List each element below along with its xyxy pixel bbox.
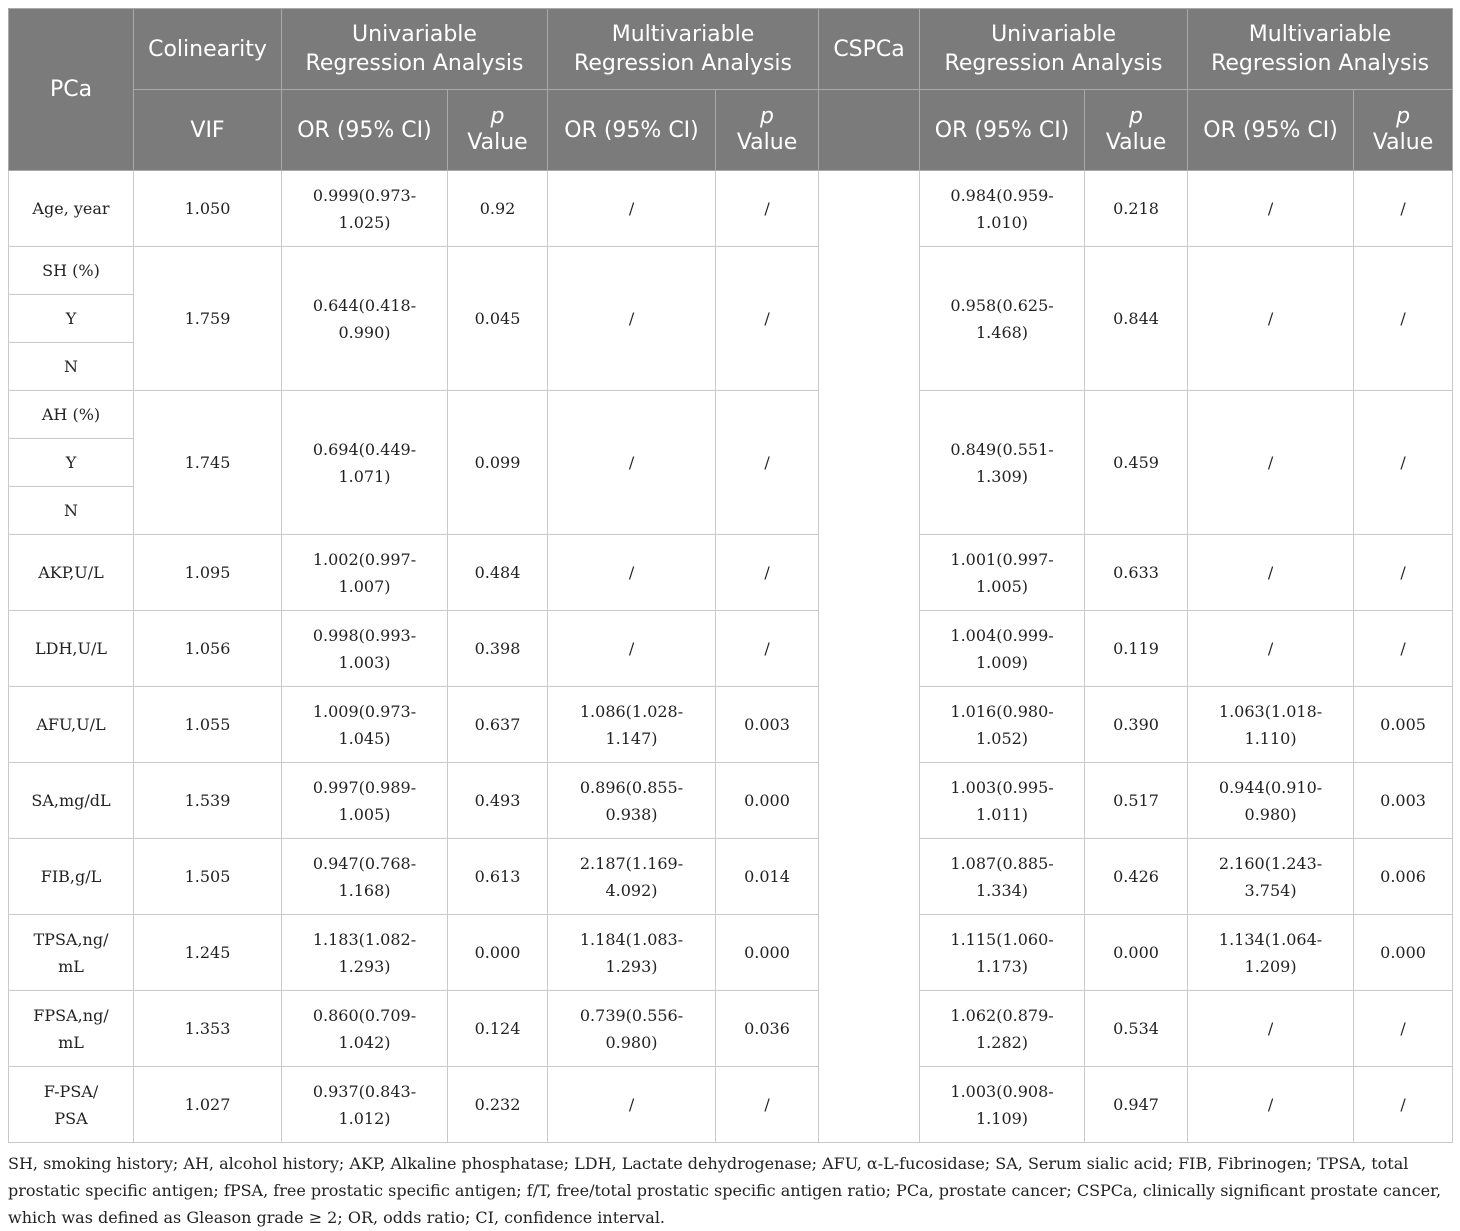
cspca-spacer-cell xyxy=(819,171,920,1143)
cspca-uni-p-cell: 0.947 xyxy=(1085,1067,1188,1143)
table-row xyxy=(9,915,1453,991)
row-label xyxy=(9,991,134,1067)
or-line: 1.010) xyxy=(976,212,1029,232)
multi-or-cell: / xyxy=(548,1067,716,1143)
cspca-uni-or-cell xyxy=(920,247,1085,391)
or-line: 1.062(0.879- xyxy=(950,1005,1054,1025)
cspca-multi-p-cell: 0.005 xyxy=(1354,687,1453,763)
multi-p-cell: / xyxy=(716,611,819,687)
or-line: 0.644(0.418- xyxy=(312,295,417,315)
row-label: Y xyxy=(9,439,134,487)
header-or-multi-pca: OR (95% CI) xyxy=(548,90,716,171)
uni-p-cell: 0.637 xyxy=(448,687,548,763)
or-line: 1.184(1.083- xyxy=(579,929,684,949)
or-line: 4.092) xyxy=(605,880,658,900)
or-line: 1.063(1.018- xyxy=(1218,701,1323,721)
header-pca: PCa xyxy=(9,9,134,171)
cspca-uni-p-cell: 0.517 xyxy=(1085,763,1188,839)
or-line: 0.980) xyxy=(605,1032,658,1052)
or-line: 1.001(0.997- xyxy=(950,549,1054,569)
header-colinearity: Colinearity xyxy=(134,9,282,90)
header-or-uni-cspca: OR (95% CI) xyxy=(920,90,1085,171)
uni-p-cell: 0.000 xyxy=(448,915,548,991)
vif-cell: 1.027 xyxy=(134,1067,282,1143)
uni-or-cell xyxy=(282,171,448,247)
uni-p-cell: 0.493 xyxy=(448,763,548,839)
or-line: 0.944(0.910- xyxy=(1218,777,1323,797)
or-line: 1.293) xyxy=(605,956,658,976)
multi-or-cell xyxy=(548,991,716,1067)
p-italic: p xyxy=(490,104,505,129)
p-value-label: Value xyxy=(1105,130,1167,155)
or-line: 2.160(1.243- xyxy=(1218,853,1323,873)
or-line: 0.947(0.768- xyxy=(312,853,417,873)
cspca-multi-or-cell xyxy=(1188,915,1354,991)
cspca-uni-p-cell: 0.534 xyxy=(1085,991,1188,1067)
p-italic: p xyxy=(760,104,774,129)
label-line: mL xyxy=(58,956,84,976)
or-line: 1.002(0.997- xyxy=(312,549,417,569)
table-row xyxy=(9,763,1453,839)
or-line: 0.997(0.989- xyxy=(312,777,417,797)
or-line: 2.187(1.169- xyxy=(579,853,684,873)
row-label: N xyxy=(9,343,134,391)
cspca-uni-or-cell xyxy=(920,535,1085,611)
table-row xyxy=(9,247,1453,295)
or-line: 1.003(0.995- xyxy=(950,777,1054,797)
row-label: AFU,U/L xyxy=(9,687,134,763)
label-line: TPSA,ng/ xyxy=(33,929,109,949)
or-line: 0.860(0.709- xyxy=(312,1005,417,1025)
or-line: 1.042) xyxy=(338,1032,391,1052)
cspca-uni-p-cell: 0.426 xyxy=(1085,839,1188,915)
row-label: FIB,g/L xyxy=(9,839,134,915)
cspca-multi-or-cell: / xyxy=(1188,1067,1354,1143)
header-uni1-line2: Regression Analysis xyxy=(305,51,524,76)
or-line: 1.134(1.064- xyxy=(1218,929,1323,949)
header-p-uni-pca xyxy=(448,90,548,171)
or-line: 1.087(0.885- xyxy=(950,853,1054,873)
or-line: 1.109) xyxy=(976,1108,1029,1128)
multi-p-cell: / xyxy=(716,171,819,247)
table-body xyxy=(9,171,1453,1143)
cspca-multi-or-cell: / xyxy=(1188,611,1354,687)
or-line: 1.007) xyxy=(338,576,391,596)
or-line: 0.694(0.449- xyxy=(312,439,417,459)
multi-p-cell: 0.036 xyxy=(716,991,819,1067)
cspca-multi-p-cell: 0.000 xyxy=(1354,915,1453,991)
or-line: 0.980) xyxy=(1244,804,1297,824)
uni-p-cell: 0.613 xyxy=(448,839,548,915)
multi-or-cell xyxy=(548,839,716,915)
or-line: 1.293) xyxy=(338,956,391,976)
or-line: 1.173) xyxy=(976,956,1029,976)
uni-or-cell xyxy=(282,535,448,611)
label-line: FPSA,ng/ xyxy=(33,1005,109,1025)
or-line: 3.754) xyxy=(1244,880,1297,900)
row-label xyxy=(9,915,134,991)
cspca-uni-p-cell: 0.119 xyxy=(1085,611,1188,687)
cspca-uni-p-cell: 0.218 xyxy=(1085,171,1188,247)
multi-p-cell: 0.000 xyxy=(716,763,819,839)
or-line: 1.004(0.999- xyxy=(950,625,1054,645)
multi-p-cell: / xyxy=(716,391,819,535)
header-row-1 xyxy=(9,9,1453,90)
table-row xyxy=(9,535,1453,611)
multi-p-cell: 0.014 xyxy=(716,839,819,915)
multi-or-cell xyxy=(548,763,716,839)
p-value-label: Value xyxy=(736,130,798,155)
multi-p-cell: / xyxy=(716,1067,819,1143)
or-line: 0.990) xyxy=(338,322,391,342)
multi-or-cell: / xyxy=(548,171,716,247)
header-cspca: CSPCa xyxy=(819,9,920,90)
cspca-multi-p-cell: / xyxy=(1354,171,1453,247)
header-multivariable-pca xyxy=(548,9,819,90)
header-univariable-pca xyxy=(282,9,548,90)
or-line: 1.025) xyxy=(338,212,391,232)
or-line: 1.468) xyxy=(976,322,1029,342)
table-row xyxy=(9,839,1453,915)
header-univariable-cspca xyxy=(920,9,1188,90)
row-label xyxy=(9,1067,134,1143)
cspca-multi-or-cell: / xyxy=(1188,391,1354,535)
header-uni1-line1: Univariable xyxy=(352,22,477,47)
cspca-multi-or-cell: / xyxy=(1188,171,1354,247)
header-or-uni-pca: OR (95% CI) xyxy=(282,90,448,171)
or-line: 1.209) xyxy=(1244,956,1297,976)
or-line: 1.110) xyxy=(1244,728,1297,748)
header-or-multi-cspca: OR (95% CI) xyxy=(1188,90,1354,171)
or-line: 1.086(1.028- xyxy=(579,701,684,721)
cspca-multi-or-cell xyxy=(1188,763,1354,839)
cspca-multi-or-cell: / xyxy=(1188,535,1354,611)
cspca-multi-p-cell: / xyxy=(1354,611,1453,687)
cspca-multi-or-cell xyxy=(1188,839,1354,915)
header-multi1-line2: Regression Analysis xyxy=(574,51,793,76)
vif-cell: 1.745 xyxy=(134,391,282,535)
row-label: AH (%) xyxy=(9,391,134,439)
cspca-uni-or-cell xyxy=(920,763,1085,839)
or-line: 1.009) xyxy=(976,652,1029,672)
uni-p-cell: 0.045 xyxy=(448,247,548,391)
vif-cell: 1.505 xyxy=(134,839,282,915)
table-row xyxy=(9,391,1453,439)
row-label: SA,mg/dL xyxy=(9,763,134,839)
or-line: 1.071) xyxy=(338,466,391,486)
or-line: 0.937(0.843- xyxy=(312,1081,417,1101)
cspca-uni-or-cell xyxy=(920,1067,1085,1143)
vif-cell: 1.055 xyxy=(134,687,282,763)
or-line: 0.896(0.855- xyxy=(579,777,684,797)
header-multi2-line1: Multivariable xyxy=(1248,22,1392,47)
cspca-uni-p-cell: 0.844 xyxy=(1085,247,1188,391)
cspca-uni-p-cell: 0.633 xyxy=(1085,535,1188,611)
uni-or-cell xyxy=(282,247,448,391)
or-line: 1.115(1.060- xyxy=(950,929,1054,949)
table-row xyxy=(9,611,1453,687)
header-p-uni-cspca xyxy=(1085,90,1188,171)
uni-or-cell xyxy=(282,839,448,915)
uni-or-cell xyxy=(282,763,448,839)
uni-or-cell xyxy=(282,1067,448,1143)
header-multi1-line1: Multivariable xyxy=(611,22,755,47)
header-p-multi-cspca xyxy=(1354,90,1453,171)
vif-cell: 1.759 xyxy=(134,247,282,391)
table-container xyxy=(8,8,1452,1143)
uni-or-cell xyxy=(282,915,448,991)
cspca-multi-p-cell: / xyxy=(1354,391,1453,535)
vif-cell: 1.050 xyxy=(134,171,282,247)
header-vif: VIF xyxy=(134,90,282,171)
cspca-uni-or-cell xyxy=(920,687,1085,763)
cspca-multi-p-cell: / xyxy=(1354,247,1453,391)
table-footnote: SH, smoking history; AH, alcohol history; AKP, Alkaline phosphatase; LDH, Lactate dehydrogenase; AFU, α-L-fucosidase; SA, Serum sialic acid; FIB, Fibrinogen; TPSA, total prostatic specific antigen; fPSA, free prostatic specific antigen; f/T, free/total prostatic specific antigen ratio; PCa, prostate cancer; CSPCa, clinically significant prostate cancer, which was defined as Gleason grade ≥ 2; OR, odds ratio; CI, confidence interval. xyxy=(8,1154,1442,1227)
cspca-uni-or-cell xyxy=(920,991,1085,1067)
label-line: PSA xyxy=(54,1108,88,1128)
cspca-uni-or-cell xyxy=(920,391,1085,535)
table-row xyxy=(9,687,1453,763)
or-line: 1.052) xyxy=(976,728,1029,748)
header-p-multi-pca xyxy=(716,90,819,171)
multi-or-cell: / xyxy=(548,535,716,611)
or-line: 0.849(0.551- xyxy=(950,439,1054,459)
multi-or-cell: / xyxy=(548,247,716,391)
cspca-uni-p-cell: 0.459 xyxy=(1085,391,1188,535)
header-cspca-blank xyxy=(819,90,920,171)
header-row-2 xyxy=(9,90,1453,171)
cspca-multi-or-cell: / xyxy=(1188,991,1354,1067)
multi-p-cell: / xyxy=(716,535,819,611)
cspca-multi-p-cell: / xyxy=(1354,991,1453,1067)
or-line: 1.334) xyxy=(976,880,1029,900)
or-line: 0.984(0.959- xyxy=(950,185,1054,205)
uni-p-cell: 0.398 xyxy=(448,611,548,687)
uni-or-cell xyxy=(282,687,448,763)
header-uni2-line2: Regression Analysis xyxy=(944,51,1163,76)
uni-or-cell xyxy=(282,611,448,687)
or-line: 1.003(0.908- xyxy=(950,1081,1054,1101)
header-multi2-line2: Regression Analysis xyxy=(1211,51,1430,76)
or-line: 1.282) xyxy=(976,1032,1029,1052)
or-line: 1.016(0.980- xyxy=(950,701,1054,721)
vif-cell: 1.353 xyxy=(134,991,282,1067)
row-label: Y xyxy=(9,295,134,343)
cspca-multi-or-cell: / xyxy=(1188,247,1354,391)
row-label: LDH,U/L xyxy=(9,611,134,687)
cspca-multi-p-cell: / xyxy=(1354,535,1453,611)
regression-table xyxy=(8,8,1453,1143)
or-line: 1.147) xyxy=(605,728,658,748)
multi-or-cell: / xyxy=(548,611,716,687)
or-line: 0.998(0.993- xyxy=(312,625,417,645)
table-row xyxy=(9,991,1453,1067)
row-label: AKP,U/L xyxy=(9,535,134,611)
or-line: 1.012) xyxy=(338,1108,391,1128)
table-row xyxy=(9,171,1453,247)
or-line: 1.005) xyxy=(976,576,1029,596)
cspca-multi-p-cell: 0.006 xyxy=(1354,839,1453,915)
or-line: 0.739(0.556- xyxy=(579,1005,684,1025)
uni-p-cell: 0.232 xyxy=(448,1067,548,1143)
or-line: 1.003) xyxy=(338,652,391,672)
multi-or-cell xyxy=(548,915,716,991)
header-uni2-line1: Univariable xyxy=(991,22,1116,47)
vif-cell: 1.245 xyxy=(134,915,282,991)
cspca-multi-p-cell: / xyxy=(1354,1067,1453,1143)
p-value-label: Value xyxy=(467,130,528,155)
vif-cell: 1.095 xyxy=(134,535,282,611)
uni-p-cell: 0.484 xyxy=(448,535,548,611)
or-line: 1.005) xyxy=(338,804,391,824)
uni-p-cell: 0.92 xyxy=(448,171,548,247)
label-line: mL xyxy=(58,1032,84,1052)
or-line: 1.009(0.973- xyxy=(312,701,417,721)
multi-or-cell xyxy=(548,687,716,763)
uni-p-cell: 0.099 xyxy=(448,391,548,535)
multi-or-cell: / xyxy=(548,391,716,535)
cspca-uni-or-cell xyxy=(920,915,1085,991)
table-row xyxy=(9,1067,1453,1143)
cspca-uni-or-cell xyxy=(920,839,1085,915)
cspca-uni-or-cell xyxy=(920,171,1085,247)
uni-p-cell: 0.124 xyxy=(448,991,548,1067)
or-line: 0.958(0.625- xyxy=(950,295,1054,315)
or-line: 1.045) xyxy=(338,728,391,748)
uni-or-cell xyxy=(282,391,448,535)
or-line: 1.168) xyxy=(338,880,391,900)
uni-or-cell xyxy=(282,991,448,1067)
p-italic: p xyxy=(1129,104,1144,129)
cspca-uni-or-cell xyxy=(920,611,1085,687)
header-multivariable-cspca xyxy=(1188,9,1453,90)
or-line: 1.183(1.082- xyxy=(312,929,417,949)
row-label: SH (%) xyxy=(9,247,134,295)
label-line: F-PSA/ xyxy=(43,1081,99,1101)
vif-cell: 1.056 xyxy=(134,611,282,687)
cspca-uni-p-cell: 0.390 xyxy=(1085,687,1188,763)
multi-p-cell: 0.000 xyxy=(716,915,819,991)
table-header xyxy=(9,9,1453,171)
row-label: N xyxy=(9,487,134,535)
vif-cell: 1.539 xyxy=(134,763,282,839)
multi-p-cell: 0.003 xyxy=(716,687,819,763)
or-line: 1.309) xyxy=(976,466,1029,486)
cspca-multi-or-cell xyxy=(1188,687,1354,763)
or-line: 0.938) xyxy=(605,804,658,824)
cspca-uni-p-cell: 0.000 xyxy=(1085,915,1188,991)
or-line: 0.999(0.973- xyxy=(312,185,417,205)
p-value-label: Value xyxy=(1372,130,1434,155)
row-label: Age, year xyxy=(9,171,134,247)
cspca-multi-p-cell: 0.003 xyxy=(1354,763,1453,839)
multi-p-cell: / xyxy=(716,247,819,391)
or-line: 1.011) xyxy=(976,804,1029,824)
p-italic: p xyxy=(1396,104,1411,129)
